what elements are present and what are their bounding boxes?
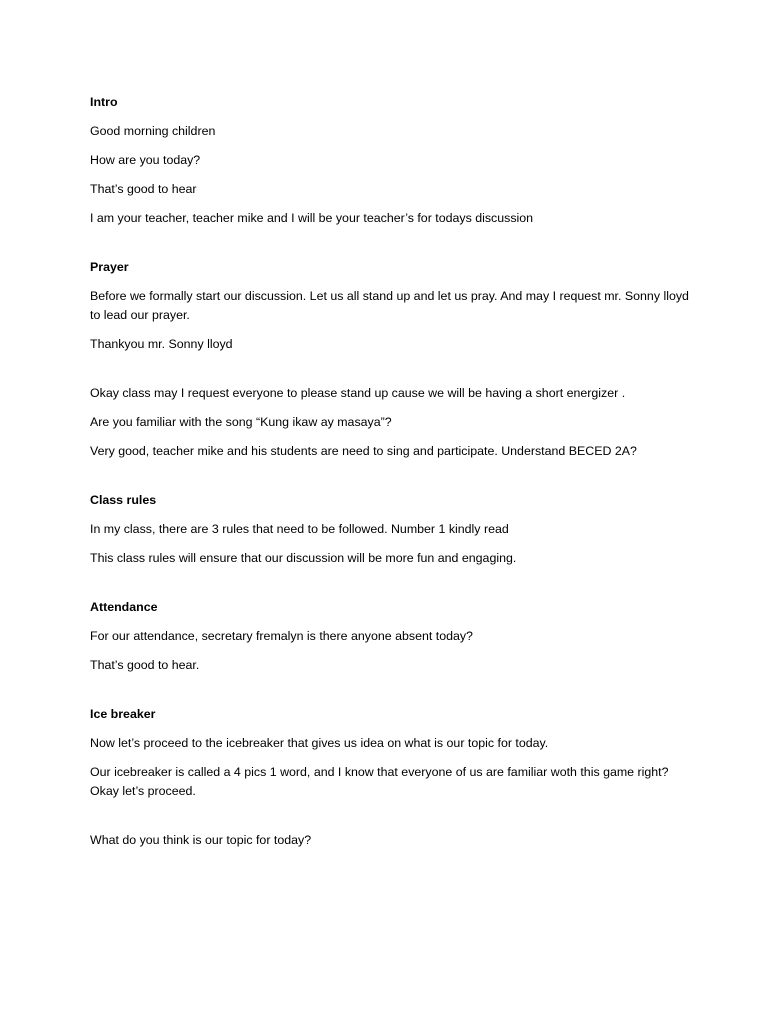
- spacer: [90, 364, 690, 384]
- spacer: [90, 578, 690, 598]
- section-heading-class-rules: Class rules: [90, 493, 157, 507]
- section-heading-attendance: Attendance: [90, 600, 158, 614]
- paragraph: Before we formally start our discussion. Let us all stand up and let us pray. And may I request mr. Sonny lloyd to lead our prayer.: [90, 289, 689, 322]
- document-body: [90, 93, 690, 860]
- paragraph: For our attendance, secretary fremalyn is there anyone absent today?: [90, 629, 473, 643]
- section-heading-prayer: Prayer: [90, 260, 129, 274]
- section-heading-intro: Intro: [90, 95, 118, 109]
- paragraph: Our icebreaker is called a 4 pics 1 word, and I know that everyone of us are familiar woth this game right? Okay let’s proceed.: [90, 765, 669, 798]
- paragraph: Good morning children: [90, 124, 216, 138]
- paragraph: What do you think is our topic for today?: [90, 833, 312, 847]
- paragraph: Are you familiar with the song “Kung ikaw ay masaya”?: [90, 415, 392, 429]
- paragraph: How are you today?: [90, 153, 201, 167]
- spacer: [90, 685, 690, 705]
- section-heading-ice-breaker: Ice breaker: [90, 707, 156, 721]
- paragraph: Thankyou mr. Sonny lloyd: [90, 337, 233, 351]
- spacer: [90, 238, 690, 258]
- paragraph: That’s good to hear: [90, 182, 197, 196]
- paragraph: I am your teacher, teacher mike and I will be your teacher’s for todays discussion: [90, 211, 534, 225]
- paragraph: This class rules will ensure that our discussion will be more fun and engaging.: [90, 551, 517, 565]
- paragraph: That’s good to hear.: [90, 658, 200, 672]
- paragraph: Very good, teacher mike and his students are need to sing and participate. Understand BECED 2A?: [90, 444, 637, 458]
- spacer: [90, 471, 690, 491]
- paragraph: Now let’s proceed to the icebreaker that gives us idea on what is our topic for today.: [90, 736, 549, 750]
- spacer: [90, 811, 690, 831]
- paragraph: In my class, there are 3 rules that need to be followed. Number 1 kindly read: [90, 522, 509, 536]
- paragraph: Okay class may I request everyone to please stand up cause we will be having a short energizer .: [90, 386, 626, 400]
